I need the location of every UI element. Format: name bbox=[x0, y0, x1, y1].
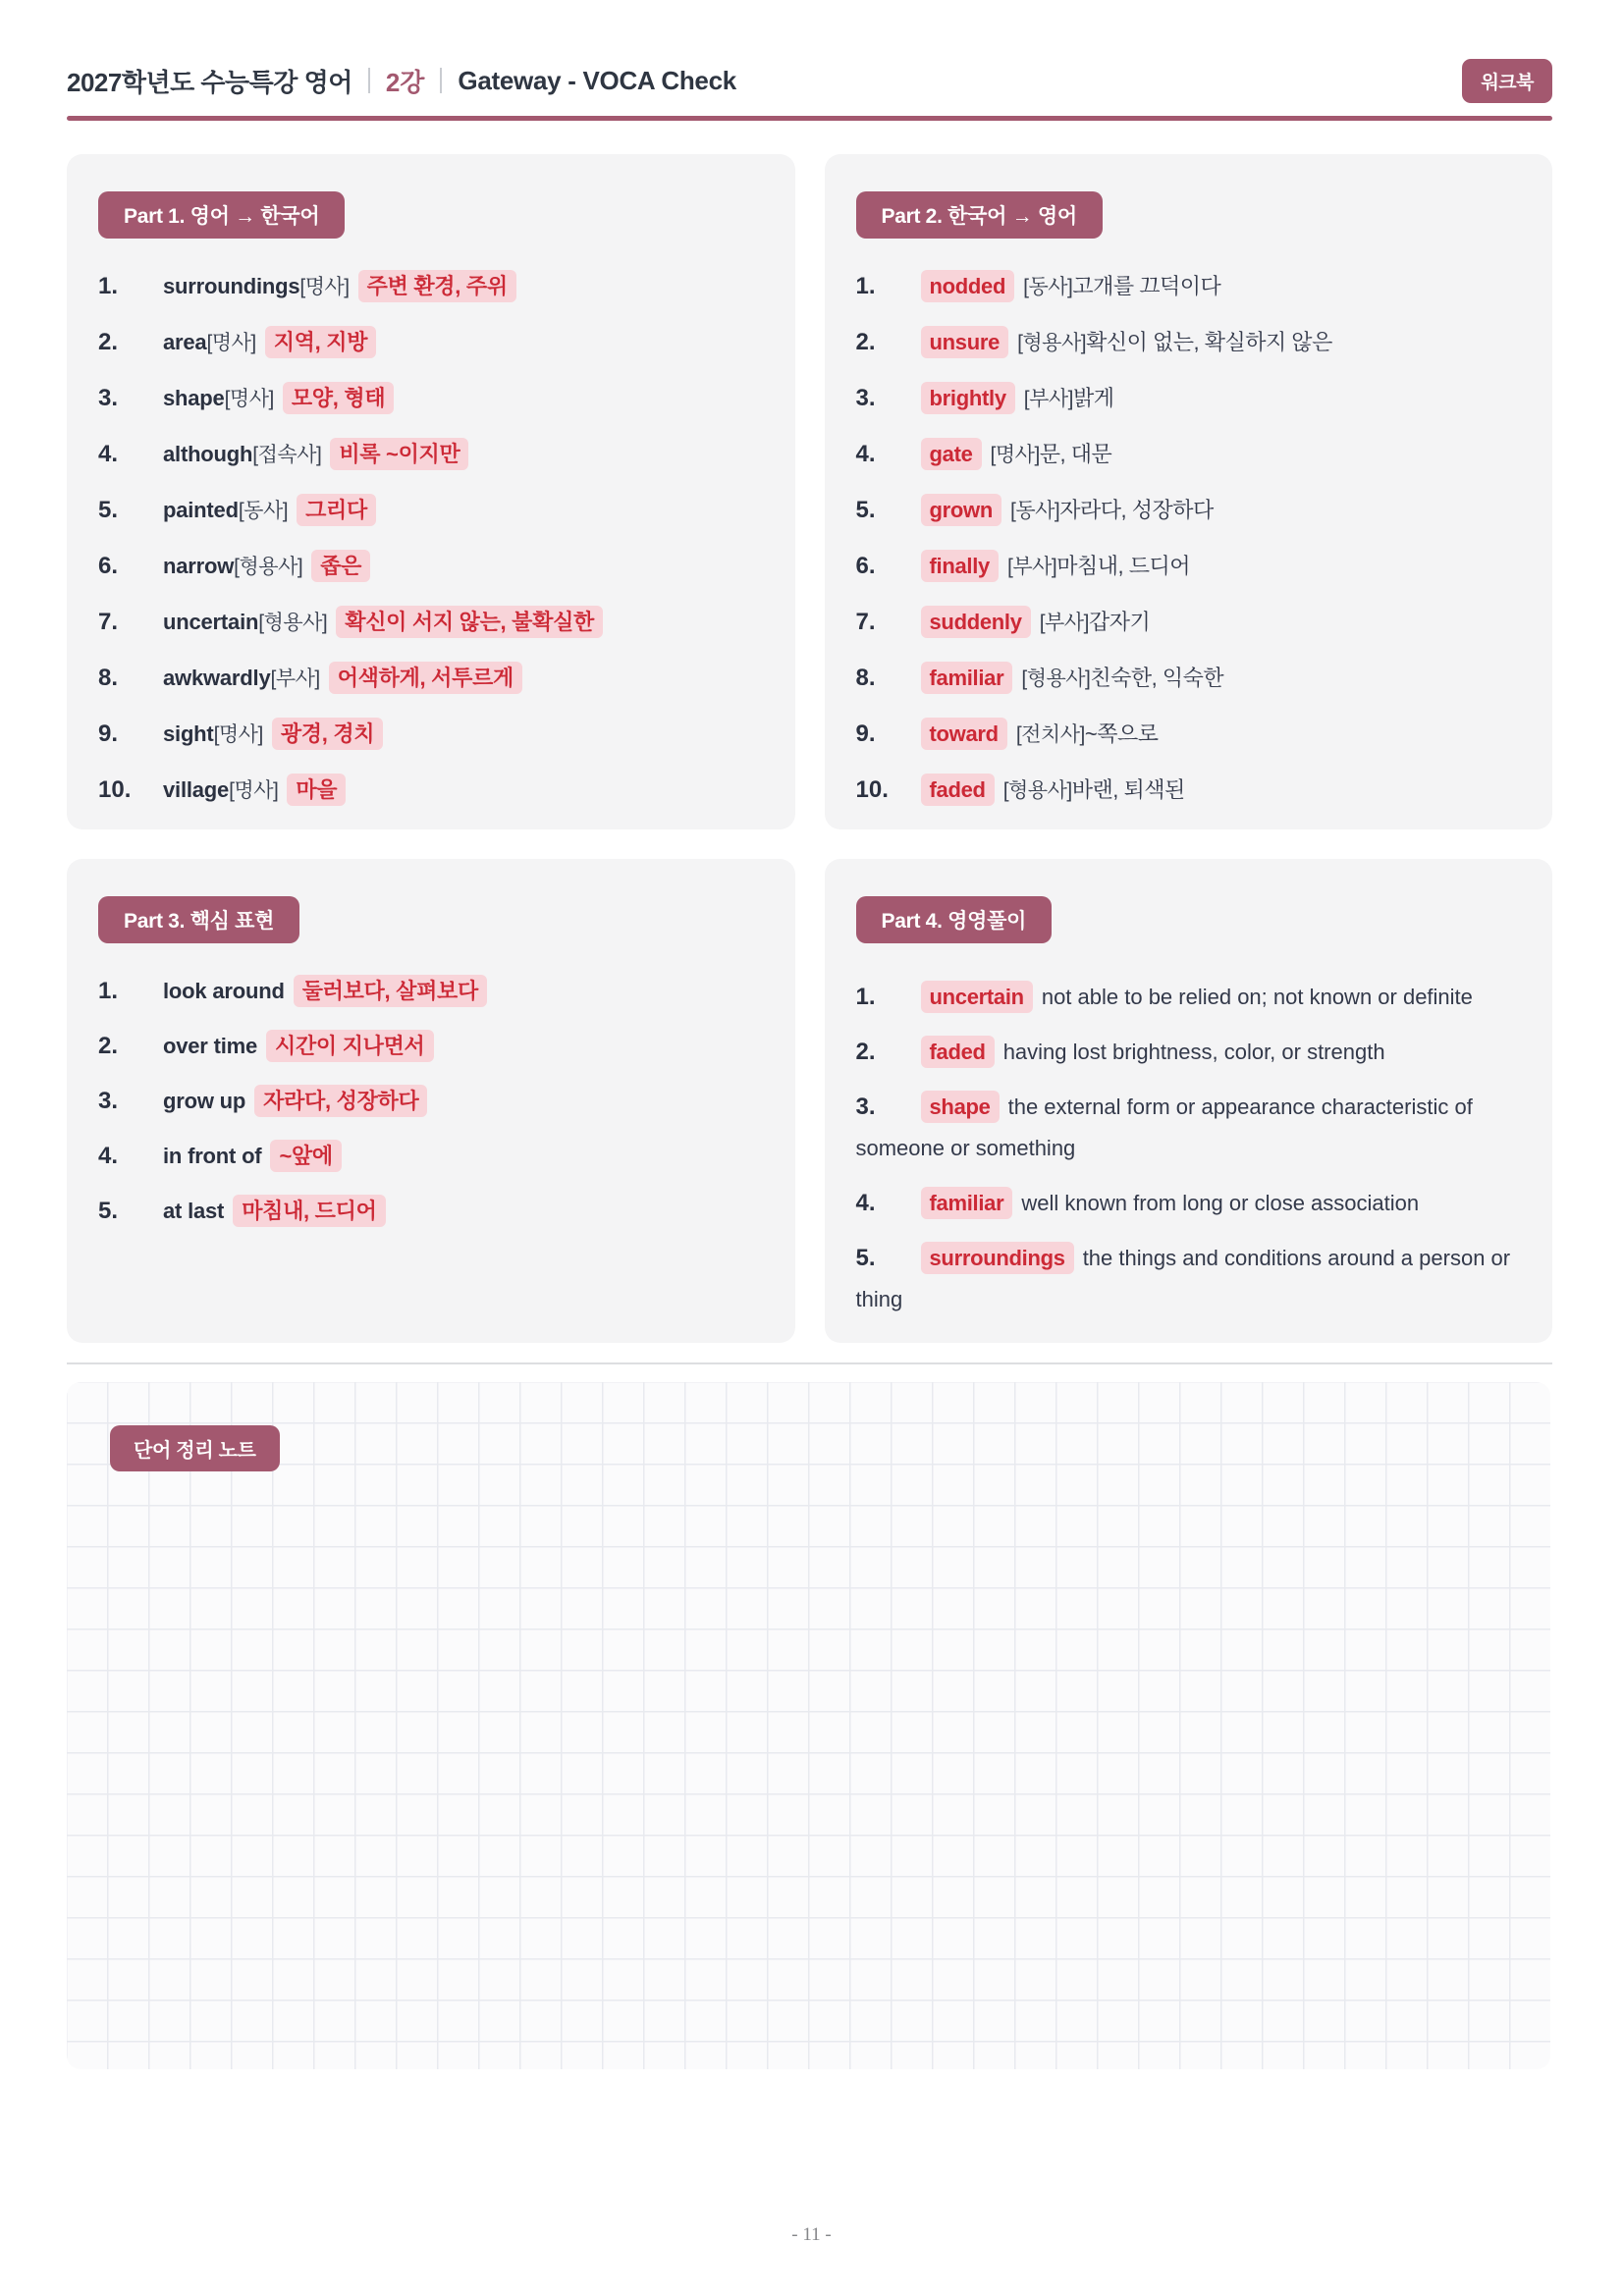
item-pos: [명사] bbox=[299, 276, 350, 298]
item-pos: [부사] bbox=[1039, 612, 1089, 634]
item-word-highlight: gate bbox=[921, 438, 982, 470]
panels-row-top bbox=[67, 154, 1552, 829]
item-number: 5. bbox=[98, 1198, 119, 1224]
vocab-item bbox=[856, 384, 1522, 414]
definition-item bbox=[856, 1032, 1522, 1073]
item-number: 2. bbox=[98, 329, 119, 355]
item-pos: [접속사] bbox=[252, 444, 322, 466]
item-definition: the things and conditions around a person or thing bbox=[855, 1246, 1511, 1311]
vocab-item bbox=[856, 552, 1522, 582]
item-pos: [형용사] bbox=[1002, 779, 1072, 802]
item-pos: [명사] bbox=[229, 779, 279, 802]
course-title: 2027학년도 수능특강 영어 bbox=[67, 67, 352, 97]
header-rule bbox=[67, 116, 1552, 121]
item-number: 3. bbox=[98, 1088, 119, 1114]
item-pos: [명사] bbox=[224, 388, 274, 410]
item-answer-highlight: 그리다 bbox=[297, 494, 376, 526]
separator-bar bbox=[368, 68, 370, 93]
item-meaning: 밝게 bbox=[1073, 386, 1114, 410]
item-answer-highlight: 어색하게, 서투르게 bbox=[329, 662, 522, 694]
item-number: 7. bbox=[98, 609, 119, 635]
part2-title-badge: Part 2. 한국어 → 영어 bbox=[856, 191, 1103, 239]
item-number: 5. bbox=[98, 497, 119, 523]
item-word-highlight: brightly bbox=[921, 382, 1015, 414]
item-pos: [형용사] bbox=[1021, 667, 1091, 690]
item-word-highlight: shape bbox=[921, 1091, 1000, 1123]
item-answer-highlight: 마침내, 드디어 bbox=[233, 1195, 385, 1227]
item-number: 8. bbox=[98, 665, 119, 691]
word-note-grid bbox=[67, 1382, 1550, 2069]
vocab-item bbox=[98, 328, 764, 358]
section-divider bbox=[67, 1362, 1552, 1364]
item-number: 10. bbox=[855, 776, 889, 803]
item-word: in front of bbox=[163, 1144, 262, 1168]
item-answer-highlight: 비록 ~이지만 bbox=[330, 438, 468, 470]
item-word: area bbox=[163, 330, 207, 354]
part1-title-badge: Part 1. 영어 → 한국어 bbox=[98, 191, 345, 239]
item-meaning: 문, 대문 bbox=[1039, 442, 1112, 466]
item-number: 1. bbox=[855, 273, 876, 299]
vocab-item bbox=[98, 440, 764, 470]
item-word-highlight: familiar bbox=[921, 662, 1013, 694]
item-answer-highlight: 좁은 bbox=[311, 550, 370, 582]
item-word-highlight: grown bbox=[921, 494, 1002, 526]
item-number: 6. bbox=[855, 553, 876, 579]
vocab-item bbox=[98, 608, 764, 638]
workbook-badge: 워크북 bbox=[1462, 59, 1552, 103]
item-word-highlight: faded bbox=[921, 774, 995, 806]
item-definition: having lost brightness, color, or strength bbox=[1002, 1040, 1385, 1064]
definition-item bbox=[856, 1238, 1522, 1320]
item-answer-highlight: 모양, 형태 bbox=[283, 382, 394, 414]
item-meaning: 고개를 끄덕이다 bbox=[1072, 274, 1221, 298]
page-number: - 11 - bbox=[791, 2224, 832, 2245]
vocab-item bbox=[856, 272, 1522, 302]
vocab-item bbox=[98, 496, 764, 526]
item-pos: [전치사] bbox=[1015, 723, 1085, 746]
item-word: village bbox=[163, 777, 230, 802]
item-number: 4. bbox=[98, 1143, 119, 1169]
item-answer-highlight: 둘러보다, 살펴보다 bbox=[294, 975, 487, 1007]
item-answer-highlight: 시간이 지나면서 bbox=[266, 1030, 433, 1062]
item-pos: [형용사] bbox=[1017, 332, 1087, 354]
item-number: 2. bbox=[98, 1033, 119, 1059]
item-number: 5. bbox=[855, 497, 876, 523]
item-number: 3. bbox=[98, 385, 119, 411]
item-meaning: 확신이 없는, 확실하지 않은 bbox=[1086, 330, 1332, 354]
separator-bar bbox=[440, 68, 442, 93]
item-number: 3. bbox=[855, 385, 876, 411]
item-pos: [부사] bbox=[1006, 556, 1057, 578]
item-word: grow up bbox=[163, 1089, 246, 1113]
item-number: 1. bbox=[98, 273, 119, 299]
expression-item bbox=[98, 1142, 764, 1171]
item-meaning: ~쪽으로 bbox=[1084, 721, 1159, 746]
part2-panel bbox=[825, 154, 1553, 829]
expression-item bbox=[98, 977, 764, 1006]
item-pos: [동사] bbox=[238, 500, 289, 522]
vocab-item bbox=[856, 664, 1522, 694]
definition-item bbox=[856, 977, 1522, 1018]
item-answer-highlight: 주변 환경, 주위 bbox=[358, 270, 516, 302]
item-meaning: 바랜, 퇴색된 bbox=[1071, 777, 1185, 802]
item-number: 8. bbox=[855, 665, 876, 691]
item-word-highlight: uncertain bbox=[921, 981, 1033, 1013]
part1-item-list bbox=[98, 272, 764, 806]
item-word-highlight: finally bbox=[921, 550, 999, 582]
item-number: 7. bbox=[855, 609, 876, 635]
item-answer-highlight: 광경, 경치 bbox=[272, 718, 383, 750]
item-word-highlight: familiar bbox=[921, 1187, 1013, 1219]
item-number: 6. bbox=[98, 553, 119, 579]
vocab-item bbox=[98, 272, 764, 302]
vocab-item bbox=[856, 440, 1522, 470]
item-word: narrow bbox=[163, 554, 235, 578]
vocab-item bbox=[98, 775, 764, 806]
item-word: awkwardly bbox=[163, 666, 271, 690]
expression-item bbox=[98, 1197, 764, 1226]
item-word-highlight: unsure bbox=[921, 326, 1009, 358]
item-word-highlight: suddenly bbox=[921, 606, 1031, 638]
item-number: 10. bbox=[98, 776, 132, 803]
item-meaning: 친숙한, 익숙한 bbox=[1090, 666, 1224, 690]
item-answer-highlight: 자라다, 성장하다 bbox=[254, 1085, 427, 1117]
item-number: 1. bbox=[98, 978, 119, 1004]
item-word-highlight: faded bbox=[921, 1036, 995, 1068]
item-answer-highlight: 마을 bbox=[287, 774, 346, 806]
item-word-highlight: toward bbox=[921, 718, 1007, 750]
item-number: 5. bbox=[855, 1245, 876, 1271]
part4-item-list bbox=[856, 977, 1522, 1320]
item-pos: [형용사] bbox=[258, 612, 328, 634]
item-number: 2. bbox=[855, 1039, 876, 1065]
vocab-item bbox=[856, 328, 1522, 358]
item-answer-highlight: ~앞에 bbox=[270, 1140, 341, 1172]
item-number: 4. bbox=[855, 441, 876, 467]
item-definition: the external form or appearance characteristic of someone or something bbox=[855, 1095, 1473, 1160]
part4-title-badge: Part 4. 영영풀이 bbox=[856, 896, 1053, 943]
definition-item bbox=[856, 1183, 1522, 1224]
expression-item bbox=[98, 1087, 764, 1116]
item-pos: [동사] bbox=[1010, 500, 1060, 522]
item-pos: [동사] bbox=[1023, 276, 1073, 298]
page-header bbox=[67, 57, 1552, 104]
vocab-item bbox=[98, 552, 764, 582]
item-number: 4. bbox=[98, 441, 119, 467]
item-number: 4. bbox=[855, 1190, 876, 1216]
expression-item bbox=[98, 1032, 764, 1061]
item-word: look around bbox=[163, 979, 285, 1003]
item-meaning: 갑자기 bbox=[1088, 610, 1151, 634]
item-word: painted bbox=[163, 498, 239, 522]
item-pos: [명사] bbox=[206, 332, 256, 354]
item-number: 9. bbox=[98, 721, 119, 747]
part2-item-list bbox=[856, 272, 1522, 806]
item-word: at last bbox=[163, 1199, 225, 1223]
item-pos: [부사] bbox=[270, 667, 320, 690]
part3-panel bbox=[67, 859, 795, 1343]
item-number: 9. bbox=[855, 721, 876, 747]
item-word-highlight: surroundings bbox=[921, 1242, 1074, 1274]
vocab-item bbox=[856, 608, 1522, 638]
part1-panel bbox=[67, 154, 795, 829]
vocab-item bbox=[98, 664, 764, 694]
part3-item-list bbox=[98, 977, 764, 1226]
item-definition: well known from long or close association bbox=[1021, 1191, 1420, 1215]
item-pos: [형용사] bbox=[234, 556, 303, 578]
item-meaning: 마침내, 드디어 bbox=[1056, 554, 1190, 578]
vocab-item bbox=[856, 496, 1522, 526]
vocab-item bbox=[856, 775, 1522, 806]
item-word: uncertain bbox=[163, 610, 259, 634]
part3-title-badge: Part 3. 핵심 표현 bbox=[98, 896, 299, 943]
lesson-number: 2강 bbox=[385, 67, 425, 97]
panels-row-bottom bbox=[67, 859, 1552, 1343]
item-definition: not able to be relied on; not known or definite bbox=[1041, 985, 1473, 1009]
item-pos: [명사] bbox=[990, 444, 1040, 466]
page-title: Gateway - VOCA Check bbox=[458, 65, 736, 95]
item-word: sight bbox=[163, 721, 214, 746]
vocab-item bbox=[98, 720, 764, 750]
definition-item bbox=[856, 1087, 1522, 1169]
item-word: surroundings bbox=[163, 274, 300, 298]
item-word-highlight: nodded bbox=[921, 270, 1015, 302]
item-pos: [명사] bbox=[213, 723, 263, 746]
part4-panel bbox=[825, 859, 1553, 1343]
item-word: although bbox=[163, 442, 253, 466]
item-answer-highlight: 확신이 서지 않는, 불확실한 bbox=[336, 606, 603, 638]
item-word: shape bbox=[163, 386, 225, 410]
item-number: 3. bbox=[855, 1094, 876, 1120]
item-pos: [부사] bbox=[1023, 388, 1074, 410]
vocab-item bbox=[856, 720, 1522, 750]
vocab-item bbox=[98, 384, 764, 414]
item-number: 2. bbox=[855, 329, 876, 355]
item-number: 1. bbox=[855, 984, 876, 1010]
item-meaning: 자라다, 성장하다 bbox=[1059, 498, 1214, 522]
note-title-badge: 단어 정리 노트 bbox=[110, 1425, 280, 1471]
item-word: over time bbox=[163, 1034, 258, 1058]
item-answer-highlight: 지역, 지방 bbox=[265, 326, 376, 358]
